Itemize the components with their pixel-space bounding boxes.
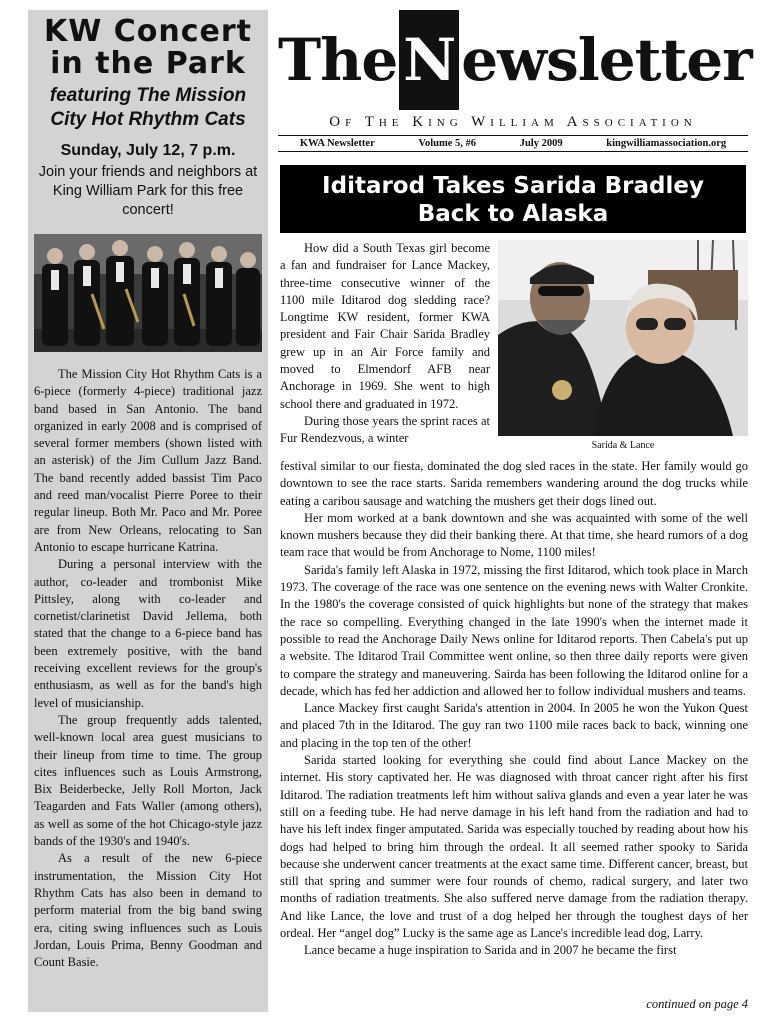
concert-paragraph: The group frequently adds talented, well-known local area guest musicians to their lineup from time to time. The group cites influences such as Louis Armstrong, Bix Beiderbecke, Jelly Roll Morton, Jack Teagarden and Fats Waller (among others), as well as some of the hot Chicago-style jazz bands of the 1930's and 1940's.	[34, 712, 262, 849]
photo-caption: Sarida & Lance	[591, 440, 655, 451]
sarida-lance-photo	[498, 240, 748, 436]
article-paragraph: Sarida started looking for everything she could find about Lance Mackey on the internet. His story captivated her. He was diagnosed with throat cancer right after his first Iditarod. The radiation treatments left him without saliva glands and even a year later he was still on a feeding tube. He had nerve damage in his left hand from the radiation and had to have his left index finger amputated. Sarida was especially touched by reading about how his dogs had helped to bring him through the ordeal. It all seemed rather spooky to Sarida because she underwent cancer treatments at the exact same time. Different cancer, breast, but still that spring and summer were four rounds of chemo, radical surgery, and later two months of radiation treatments. She also suffered nerve damage from the radiation therapy. And like Lance, the love and trust of a dog helped her through the toughest days of her ordeal. Her “angel dog” Lucky is the same age as Lance's incredible lead dog, Larry.	[280, 753, 748, 941]
title-ewsletter: ewsletter	[461, 26, 752, 94]
concert-title: KW Concert in the Park	[43, 14, 253, 81]
title-decorated-n: N	[399, 10, 459, 110]
article-lead	[280, 240, 490, 448]
article-paragraph: Lance became a huge inspiration to Sarida and in 2007 he became the first	[304, 943, 677, 958]
concert-sidebar	[28, 10, 268, 1012]
article-paragraph: Her mom worked at a bank downtown and she was acquainted with some of the well known mushers because they did their banking there. At that time, she heard rumors of a dog team race that would be from Anchorage to Nome, 1100 miles!	[280, 510, 748, 560]
masthead	[278, 10, 752, 152]
concert-subtitle: featuring The Mission City Hot Rhythm Cats	[49, 85, 247, 130]
concert-invite: Join your friends and neighbors at King William Park for this free concert!	[38, 164, 258, 218]
issue-info-bar	[278, 135, 748, 152]
article-paragraph: Lance Mackey first caught Sarida's attention in 2004. In 2005 he won the Yukon Quest and placed 7th in the Iditarod. The guy ran two 1100 mile races back to back, winning one and placing in the top ten of the other!	[280, 701, 748, 750]
volume-number: Volume 5, #6	[418, 138, 477, 149]
headline-line: Back to Alaska	[417, 201, 609, 227]
continued-note[interactable]: continued on page 4	[646, 997, 748, 1011]
concert-paragraph: As a result of the new 6-piece instrumentation, the Mission City Hot Rhythm Cats has also been in demand to perform material from the big band swing era, citing swing influences such as Louis Jordan, Louis Prima, Benny Goodman and Count Basie.	[34, 851, 262, 970]
article-paragraph: During those years the sprint races at Fur Rendezvous, a winter	[280, 413, 490, 446]
newsletter-title	[278, 10, 752, 110]
association-line: Of The King William Association	[329, 114, 697, 130]
article-paragraph: Sarida's family left Alaska in 1972, missing the first Iditarod, which took place in March 1973. The coverage of the race was one sentence on the evening news with Walter Cronkite. In the 1980's the coverage consisted of quick highlights but none of the strategy that makes the race so compelling. Everything changed in the late 1990's when the internet made it possible to read the Anchorage Daily News online for Iditarod reports. Then Cabela's put up a website. The Iditarod Trail Committee went online, so then three daily reports were given to compare the strategy and maneuvering. Sairda has been following the Iditarod online for a decade, which has fed her addiction and allowed her to follow individual mushers and teams.	[280, 562, 748, 698]
article-paragraph: festival similar to our fiesta, dominated the dog sled races in the state. Her family would go downtown to see the race starts. Sarida remembers wandering around the dog trucks while eating a caribou sausage and watching the mushers get their dogs lined out.	[280, 459, 748, 508]
article-body	[280, 458, 748, 960]
article-headline	[280, 165, 746, 233]
band-photo	[34, 234, 262, 352]
issue-date: July 2009	[519, 138, 563, 149]
title-the: The	[278, 26, 398, 94]
publication-name: KWA Newsletter	[299, 138, 375, 149]
website[interactable]: kingwilliamassociation.org	[606, 138, 727, 149]
concert-date: Sunday, July 12, 7 p.m.	[60, 142, 236, 159]
article-paragraph: How did a South Texas girl become a fan and fundraiser for Lance Mackey, three-time consecutive winner of the 1100 mile Iditarod dog sledding race? Longtime KW resident, former KWA president and Fair Chair Sarida Bradley grew up in an Air Force family and moved to Elmendorf AFB near Anchorage in 1969. She went to high school there and graduated in 1972.	[280, 241, 490, 411]
headline-line: Iditarod Takes Sarida Bradley	[322, 173, 704, 199]
concert-paragraph: During a personal interview with the author, co-leader and trombonist Mike Pittsley, along with co-leader and cornetist/clarinetist David Jellema, both stated that the change to a 6-piece band has been extremely positive, with the band receiving excellent reviews for the group's enthusiasm, as well as for the band's high level of musicianship.	[34, 557, 262, 710]
concert-article	[34, 366, 262, 971]
concert-paragraph: The Mission City Hot Rhythm Cats is a 6-piece (formerly 4-piece) traditional jazz band based in San Antonio. The band organized in early 2008 and is comprised of several former members (shown listed with an asterisk) of the Jim Cullum Jazz Band. The band recently added bassist Tim Paco and reed man/vocalist Pierre Poree to their regular lineup. Both Mr. Paco and Mr. Poree are from New Orleans, relocating to San Antonio to escape hurricane Katrina.	[34, 367, 262, 554]
